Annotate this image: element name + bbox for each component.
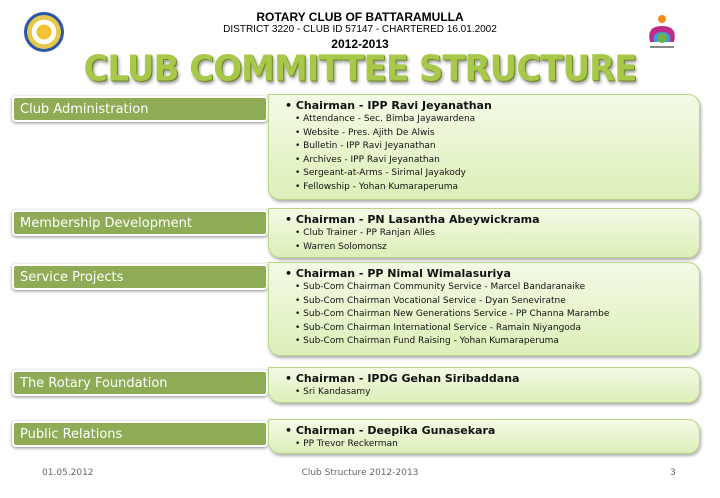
member-item: • Sub-Com Chairman Community Service - Marcel Bandaranaike [295, 282, 586, 292]
member-item: • Sub-Com Chairman New Generations Service - PP Channa Marambe [295, 309, 610, 319]
committee-label: Membership Development [12, 210, 268, 236]
committee-panel [268, 367, 700, 403]
committee-label: Service Projects [12, 264, 268, 290]
member-item: • Sub-Com Chairman Vocational Service - Dyan Seneviratne [295, 295, 566, 306]
member-item: • Sergeant-at-Arms - Sirimal Jayakody [295, 168, 466, 178]
member-item: • Website - Pres. Ajith De Alwis [295, 127, 435, 138]
footer-title: Club Structure 2012-2013 [301, 468, 419, 478]
slide-title: CLUB COMMITTEE STRUCTURE [83, 48, 637, 90]
committee-panel [268, 94, 700, 200]
member-item: • Fellowship - Yohan Kumaraperuma [295, 181, 459, 192]
member-item: • PP Trevor Reckerman [295, 439, 398, 449]
committee-label: Club Administration [12, 96, 268, 122]
member-item: • Sub-Com Chairman Fund Raising - Yohan Kumaraperuma [295, 336, 559, 346]
chairman: • Chairman - PN Lasantha Abeywickrama [285, 213, 540, 226]
footer-date: 01.05.2012 [42, 468, 94, 478]
member-item: • Sub-Com Chairman International Service - Ramain Niyangoda [295, 322, 582, 333]
member-item: • Archives - IPP Ravi Jeyanathan [295, 154, 440, 165]
committee-panel [268, 208, 700, 258]
committee-panel [268, 262, 700, 356]
member-item: • Attendance - Sec. Bimba Jayawardena [295, 114, 476, 124]
member-item: • Warren Solomonsz [295, 241, 387, 252]
page-number: 3 [670, 468, 676, 478]
chairman: • Chairman - IPDG Gehan Siribaddana [285, 372, 520, 385]
committee-label: Public Relations [12, 421, 268, 447]
chairman: • Chairman - Deepika Gunasekara [285, 424, 496, 437]
chairman: • Chairman - IPP Ravi Jeyanathan [285, 99, 492, 112]
committee-label: The Rotary Foundation [12, 370, 268, 396]
club-year: 2012-2013 [331, 37, 389, 51]
chairman: • Chairman - PP Nimal Wimalasuriya [285, 267, 511, 280]
member-item: • Bulletin - IPP Ravi Jeyanathan [295, 141, 436, 151]
committee-panel [268, 419, 700, 454]
club-details: DISTRICT 3220 - CLUB ID 57147 - CHARTERED 16.01.2002 [223, 24, 497, 35]
club-name: ROTARY CLUB OF BATTARAMULLA [256, 10, 464, 24]
member-item: • Club Trainer - PP Ranjan Alles [295, 228, 435, 238]
member-item: • Sri Kandasamy [295, 387, 371, 397]
